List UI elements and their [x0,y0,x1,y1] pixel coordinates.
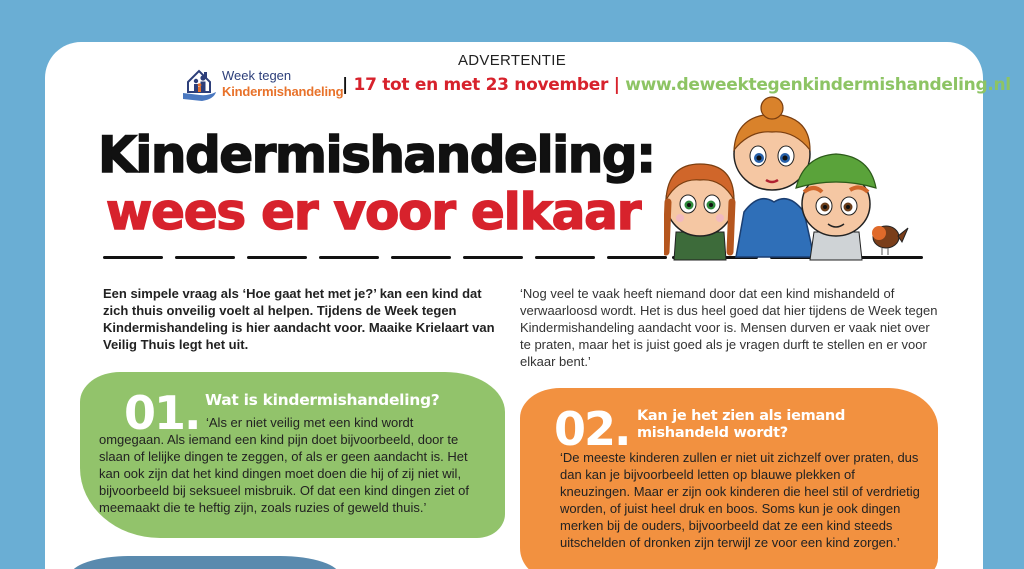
section-number: 02. [554,402,630,456]
section-heading-line1: Kan je het zien als iemand [637,408,846,424]
divider-dash [175,256,235,259]
divider-dash [103,256,163,259]
section-heading-line2: mishandeld wordt? [637,425,788,441]
headline-primary: Kindermishandeling: [98,126,655,184]
section-03-box-partial [70,556,340,569]
divider-dash [607,256,667,259]
divider-dash [247,256,307,259]
section-02-box [520,388,938,569]
section-body: ‘De meeste kinderen zullen er niet uit zichzelf over praten, dus dan kan je bijvoorbeeld letten op blauwe plekken of kneuzingen. Maar er zijn ook kinderen die heel stil of verdrietig worden, of juist heel druk en boos. Soms kun je ook dingen merken bij de ouders, bijvoorbeeld dat ze een kind steeds uitschelden of dronken zijn terwijl ze voor een kind zorgen.’ [560,450,920,550]
separator: | [342,75,348,95]
divider-dash [391,256,451,259]
quote-paragraph: ‘Nog veel te vaak heeft niemand door dat een kind mishandeld of verwaarloosd wordt. Het is dus heel goed dat hier tijdens de Week tegen Kindermishandeling aandacht voor is. Mensen durven er vaak niet over te praten, maar het is juist goed als je vragen durft te stellen en er voor elkaar bent.’ [520,286,938,369]
section-01-box [80,372,505,538]
section-body: omgegaan. Als iemand een kind pijn doet bijvoorbeeld, door te slaan of lelijke dingen te zeggen, of als er geen aandacht is. Het kan ook zijn dat het kind dingen moet doen die hij of zij niet wil, bijvoorbeeld bij seksueel misbruik. Of dat een kind dingen ziet of meemaakt die te heftig zijn, zoals ruzies of geweld thuis.’ [99,432,469,515]
intro-paragraph: Een simpele vraag als ‘Hoe gaat het met je?’ kan een kind dat zich thuis onveilig voelt al helpen. Tijdens de Week tegen Kindermishandeling is hier aandacht voor. Maaike Krielaart van Veilig Thuis legt het uit. [103,286,495,352]
section-heading: Wat is kindermishandeling? [205,391,440,409]
cartoon-characters-illustration [664,92,924,262]
separator: | [613,75,620,95]
house-family-hand-icon [180,66,218,104]
section-body-first-line: ‘Als er niet veilig met een kind wordt [206,415,414,430]
dashed-divider [103,256,667,259]
logo [180,66,344,104]
logo-text-week-tegen: Week tegen [222,68,292,83]
logo-text-kindermishandeling: Kindermishandeling [222,84,344,99]
headline-secondary: wees er voor elkaar [106,183,641,241]
children-and-robin-icon [664,92,924,262]
advertisement-label: ADVERTENTIE [457,52,567,69]
divider-dash [319,256,379,259]
divider-dash [535,256,595,259]
section-number: 01. [124,386,200,440]
divider-dash [463,256,523,259]
campaign-dates: 17 tot en met 23 november [353,75,609,95]
campaign-url-link[interactable]: www.deweektegenkindermishandeling.nl [625,75,1011,95]
